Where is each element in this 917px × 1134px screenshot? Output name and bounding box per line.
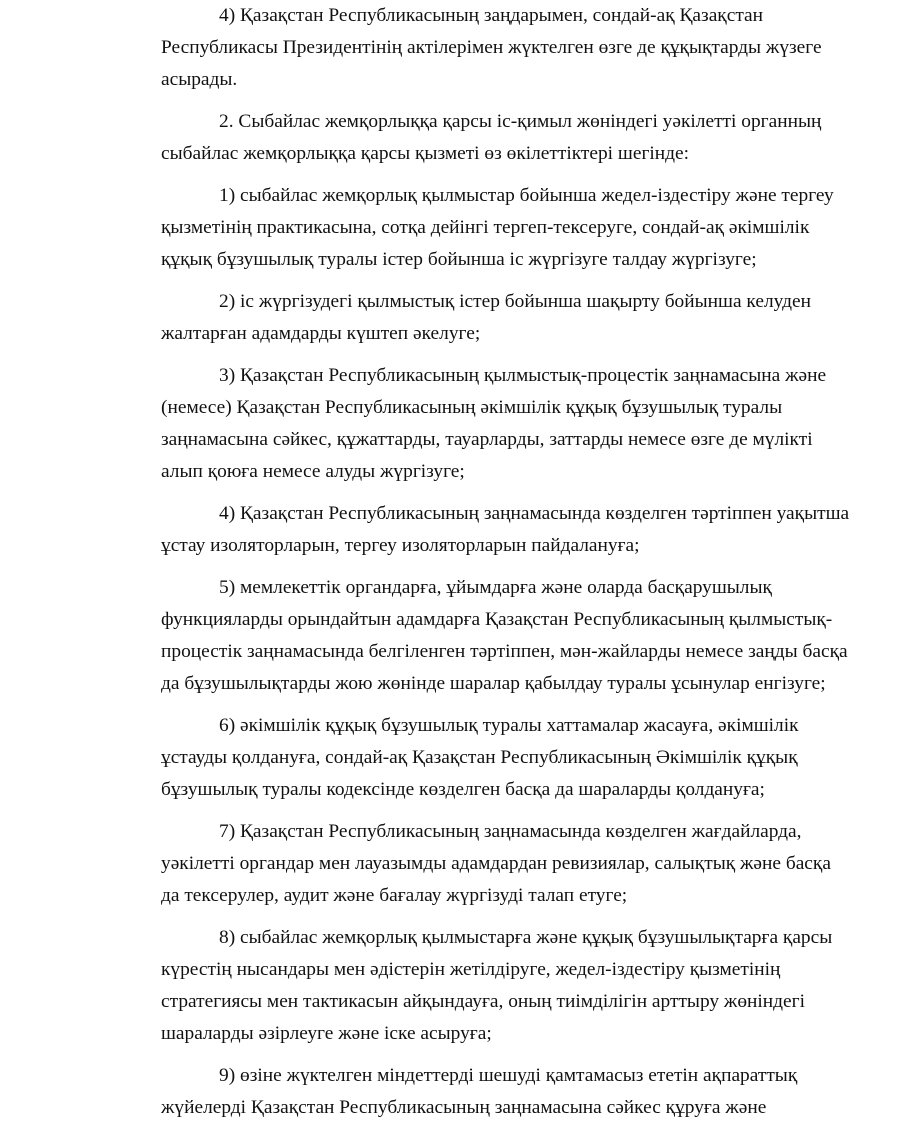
text-line: (немесе) Қазақстан Республикасының әкімшілік құқық бұзушылық туралы xyxy=(161,397,783,418)
text-line: уәкілетті органдар мен лауазымды адамдардан ревизиялар, салықтық және басқа xyxy=(161,853,831,874)
text-line: функцияларды орындайтын адамдарға Қазақстан Республикасының қылмыстық- xyxy=(161,609,833,630)
text-line: жүйелерді Қазақстан Республикасының заңнамасына сәйкес құруға және xyxy=(161,1097,767,1118)
text-line: 2. Сыбайлас жемқорлыққа қарсы іс-қимыл жөніндегі уәкілетті органның xyxy=(219,111,822,132)
text-line: 6) әкімшілік құқық бұзушылық туралы хаттамалар жасауға, әкімшілік xyxy=(219,715,799,736)
paragraph-item-7 xyxy=(103,816,837,912)
text-line: 8) сыбайлас жемқорлық қылмыстарға және құқық бұзушылықтарға қарсы xyxy=(219,927,833,948)
text-line: да тексерулер, аудит және бағалау жүргізуді талап етуге; xyxy=(161,885,628,906)
text-line: қызметінің практикасына, сотқа дейінгі тергеп-тексеруге, сондай-ақ әкімшілік xyxy=(161,217,810,238)
text-line: Республикасы Президентінің актілерімен жүктелген өзге де құқықтарды жүзеге xyxy=(161,37,822,58)
text-line: 4) Қазақстан Республикасының заңнамасында көзделген тәртіппен уақытша xyxy=(219,503,850,524)
text-line: шараларды әзірлеуге және іске асыруға; xyxy=(161,1023,492,1044)
text-line: алып қоюға немесе алуды жүргізуге; xyxy=(161,461,465,482)
text-line: да бұзушылықтарды жою жөнінде шаралар қабылдау туралы ұсынулар енгізуге; xyxy=(161,673,826,694)
paragraph-item-6 xyxy=(103,710,837,806)
text-line: процестік заңнамасында белгіленген тәртіппен, мән-жайларды немесе заңды басқа xyxy=(161,641,848,662)
text-line: 1) сыбайлас жемқорлық қылмыстар бойынша жедел-іздестіру және тергеу xyxy=(219,185,834,206)
text-line: 5) мемлекеттік органдарға, ұйымдарға және оларда басқарушылық xyxy=(219,577,772,598)
paragraph-item-5 xyxy=(103,572,848,700)
text-line: құқық бұзушылық туралы істер бойынша іс жүргізуге талдау жүргізуге; xyxy=(161,249,757,270)
text-line: жалтарған адамдарды күштеп әкелуге; xyxy=(161,323,481,344)
paragraph-item-4 xyxy=(103,498,850,562)
paragraph-item-3 xyxy=(103,360,837,488)
text-line: 3) Қазақстан Республикасының қылмыстық-процестік заңнамасына және xyxy=(219,365,827,386)
text-line: ұстауды қолдануға, сондай-ақ Қазақстан Республикасының Әкімшілік құқық xyxy=(161,747,798,768)
paragraph-section-2 xyxy=(103,106,837,170)
paragraph-item-9 xyxy=(103,1060,837,1124)
text-line: стратегиясы мен тактикасын айқындауға, оның тиімділігін арттыру жөніндегі xyxy=(161,991,805,1012)
paragraph-item-4-rights xyxy=(103,0,837,96)
document-page xyxy=(103,0,850,1134)
text-line: 7) Қазақстан Республикасының заңнамасында көзделген жағдайларда, xyxy=(219,821,802,842)
paragraph-item-1 xyxy=(103,180,837,276)
text-line: ұстау изоляторларын, тергеу изоляторларын пайдалануға; xyxy=(161,535,640,556)
text-line: 9) өзіне жүктелген міндеттерді шешуді қамтамасыз ететін ақпараттық xyxy=(219,1065,798,1086)
text-line: заңнамасына сәйкес, құжаттарды, тауарларды, заттарды немесе өзге де мүлікті xyxy=(161,429,813,450)
paragraph-item-8 xyxy=(103,922,837,1050)
text-line: бұзушылық туралы кодексінде көзделген басқа да шараларды қолдануға; xyxy=(161,779,765,800)
text-line: сыбайлас жемқорлыққа қарсы қызметі өз өкілеттіктері шегінде: xyxy=(161,143,690,164)
paragraph-item-2 xyxy=(103,286,837,350)
text-line: 2) іс жүргізудегі қылмыстық істер бойынша шақырту бойынша келуден xyxy=(219,291,811,312)
text-line: күрестің нысандары мен әдістерін жетілдіруге, жедел-іздестіру қызметінің xyxy=(161,959,781,980)
text-line: асырады. xyxy=(161,69,238,90)
text-line: 4) Қазақстан Республикасының заңдарымен, сондай-ақ Қазақстан xyxy=(219,5,764,26)
